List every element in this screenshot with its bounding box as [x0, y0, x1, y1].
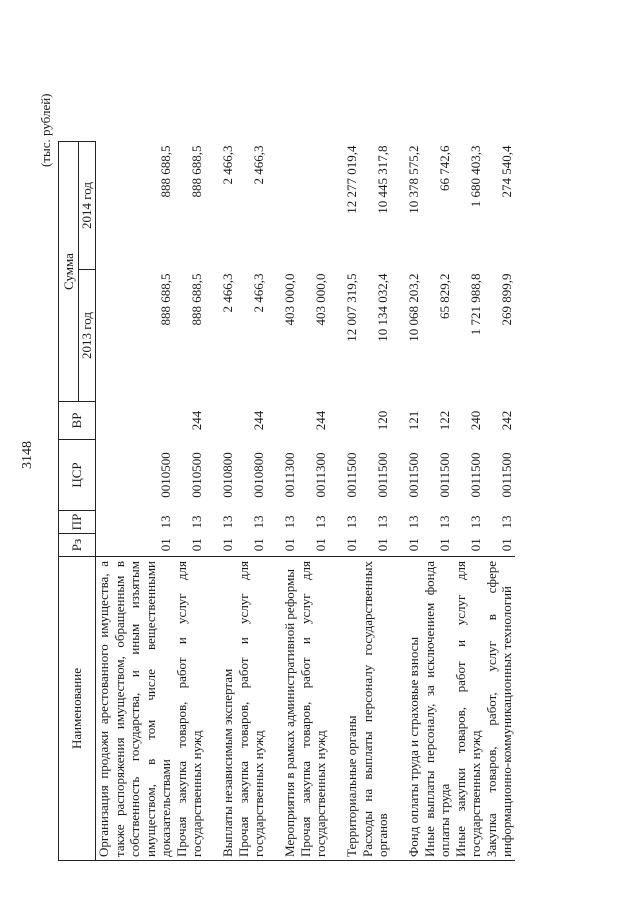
table-row: [453, 142, 484, 861]
row-name: Закупка товаров, работ, услуг в сфере информационно-коммуникационных технологий: [484, 557, 515, 861]
row-amount-2013: 888 688,5: [158, 273, 173, 326]
row-name: Прочая закупка товаров, работ и услуг для государственных нужд: [236, 557, 267, 861]
table-header: [59, 142, 96, 861]
page-number: 3148: [20, 441, 35, 469]
table-row: [298, 142, 329, 861]
row-rz: 01: [189, 538, 204, 552]
row-amount-2013: 1 721 988,8: [468, 273, 483, 336]
row-rz: 01: [468, 538, 483, 552]
row-vr: [205, 402, 236, 440]
row-amount-2013: 12 007 319,5: [344, 273, 359, 342]
row-amount-2014: 888 688,5: [158, 145, 173, 198]
row-name: Прочая закупка товаров, работ и услуг для государственных нужд: [298, 557, 329, 861]
table-body: [96, 142, 515, 861]
row-amount-2014: 2 466,3: [251, 145, 266, 185]
header-2014: 2014 год: [79, 142, 96, 270]
row-csr: 0011500: [437, 452, 452, 498]
row-csr: 0011300: [282, 452, 297, 498]
row-rz: 01: [375, 538, 390, 552]
header-sum: Сумма: [59, 142, 79, 402]
row-vr: 122: [437, 410, 452, 431]
row-amount-2013: 65 829,2: [437, 273, 452, 319]
header-name: Наименование: [59, 557, 96, 861]
row-amount-2013: 403 000,0: [313, 273, 328, 326]
header-csr: ЦСР: [59, 440, 96, 511]
row-amount-2013: 2 466,3: [251, 273, 266, 313]
row-pr: 13: [158, 515, 173, 529]
table-row: [236, 142, 267, 861]
row-name: Территориальные органы: [329, 557, 360, 861]
row-pr: 13: [437, 515, 452, 529]
row-pr: 13: [189, 515, 204, 529]
header-rz: Рз: [59, 534, 96, 557]
row-csr: 0011500: [468, 452, 483, 498]
header-pr: ПР: [59, 511, 96, 534]
row-rz: 01: [406, 538, 421, 552]
row-csr: 0010500: [189, 452, 204, 498]
row-csr: 0010800: [220, 452, 235, 498]
row-csr: 0011500: [375, 452, 390, 498]
row-pr: 13: [406, 515, 421, 529]
row-amount-2013: 2 466,3: [220, 273, 235, 313]
row-amount-2014: 2 466,3: [220, 145, 235, 185]
table-row: [174, 142, 205, 861]
row-name: Прочая закупка товаров, работ и услуг для государственных нужд: [174, 557, 205, 861]
row-pr: 13: [282, 515, 297, 529]
row-rz: 01: [282, 538, 297, 552]
row-vr: 240: [468, 410, 483, 431]
table-row: [484, 142, 515, 861]
row-amount-2014: 12 277 019,4: [344, 145, 359, 214]
row-rz: 01: [499, 538, 514, 552]
row-name: Иные выплаты персоналу, за исключением фонда оплаты труда: [422, 557, 453, 861]
row-csr: 0011300: [313, 452, 328, 498]
row-pr: 13: [313, 515, 328, 529]
row-amount-2014: 1 680 403,3: [468, 145, 483, 208]
row-amount-2013: 888 688,5: [189, 273, 204, 326]
row-vr: 242: [499, 410, 514, 431]
row-csr: 0011500: [406, 452, 421, 498]
row-name: Организация продажи арестованного имущества, а также распоряжения имуществом, обращенным в собственность государства, и иным изъятым имуществом, в том числе вещественными доказательствами: [96, 557, 174, 861]
row-name: Фонд оплаты труда и страховые взносы: [391, 557, 422, 861]
row-rz: 01: [251, 538, 266, 552]
row-csr: 0011500: [499, 452, 514, 498]
table-row: [267, 142, 298, 861]
row-pr: 13: [375, 515, 390, 529]
row-amount-2013: 10 134 032,4: [375, 273, 390, 342]
row-amount-2014: 888 688,5: [189, 145, 204, 198]
table-row: [360, 142, 391, 861]
table-row: [329, 142, 360, 861]
budget-table: [58, 141, 515, 861]
row-vr: 121: [406, 410, 421, 431]
row-name: Иные закупки товаров, работ и услуг для государственных нужд: [453, 557, 484, 861]
row-vr: [96, 402, 174, 440]
row-amount-2014: [267, 142, 298, 270]
row-csr: 0011500: [344, 452, 359, 498]
row-csr: 0010500: [158, 452, 173, 498]
table-row: [205, 142, 236, 861]
row-vr: 244: [189, 410, 204, 431]
row-amount-2014: 10 445 317,8: [375, 145, 390, 214]
row-rz: 01: [220, 538, 235, 552]
row-amount-2013: 269 899,9: [499, 273, 514, 326]
header-vr: ВР: [59, 402, 96, 440]
row-pr: 13: [499, 515, 514, 529]
row-pr: 13: [468, 515, 483, 529]
row-amount-2014: 10 378 575,2: [406, 145, 421, 214]
row-vr: 244: [313, 410, 328, 431]
row-amount-2013: 403 000,0: [282, 273, 297, 326]
row-rz: 01: [437, 538, 452, 552]
row-amount-2014: [298, 142, 329, 270]
row-rz: 01: [158, 538, 173, 552]
row-pr: 13: [344, 515, 359, 529]
table-row: [96, 142, 174, 861]
units-label: (тыс. рублей): [38, 93, 53, 167]
row-amount-2014: 274 540,4: [499, 145, 514, 198]
row-vr: 244: [251, 410, 266, 431]
row-pr: 13: [251, 515, 266, 529]
row-name: Расходы на выплаты персоналу государственных органов: [360, 557, 391, 861]
row-vr: [267, 402, 298, 440]
row-amount-2013: 10 068 203,2: [406, 273, 421, 342]
table-row: [422, 142, 453, 861]
row-vr: [329, 402, 360, 440]
header-2013: 2013 год: [79, 270, 96, 402]
row-name: Выплаты независимым экспертам: [205, 557, 236, 861]
row-rz: 01: [344, 538, 359, 552]
table-row: [391, 142, 422, 861]
row-pr: 13: [220, 515, 235, 529]
row-vr: 120: [375, 410, 390, 431]
row-rz: 01: [313, 538, 328, 552]
row-amount-2014: 66 742,6: [437, 145, 452, 191]
row-csr: 0010800: [251, 452, 266, 498]
row-name: Мероприятия в рамках административной реформы: [267, 557, 298, 861]
